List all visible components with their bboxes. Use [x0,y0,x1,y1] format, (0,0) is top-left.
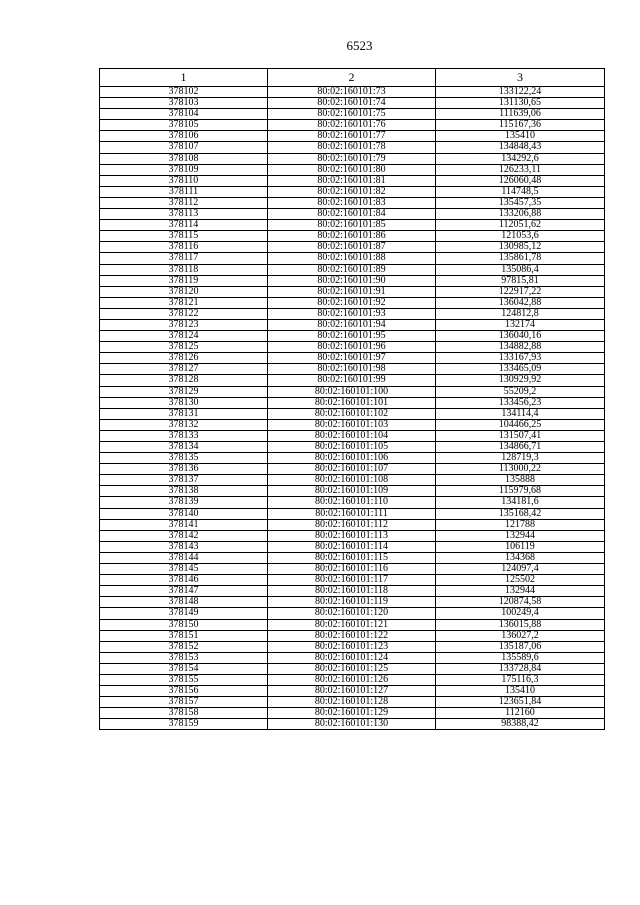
value-cell: 131130,65 [436,98,605,109]
value-cell: 98388,42 [436,719,605,730]
value-cell: 133728,84 [436,663,605,674]
row-number-cell: 378140 [100,508,268,519]
cadastral-number-cell: 80:02:160101:130 [268,719,436,730]
row-number-cell: 378127 [100,364,268,375]
table-row [100,419,605,430]
value-cell: 106119 [436,541,605,552]
cadastral-number-cell: 80:02:160101:110 [268,497,436,508]
table-row [100,175,605,186]
cadastral-number-cell: 80:02:160101:95 [268,331,436,342]
cadastral-number-cell: 80:02:160101:79 [268,153,436,164]
row-number-cell: 378103 [100,98,268,109]
cadastral-number-cell: 80:02:160101:76 [268,120,436,131]
value-cell: 122917,22 [436,286,605,297]
row-number-cell: 378135 [100,453,268,464]
value-cell: 135168,42 [436,508,605,519]
table-row [100,708,605,719]
cadastral-number-cell: 80:02:160101:120 [268,608,436,619]
value-cell: 114748,5 [436,186,605,197]
cadastral-number-cell: 80:02:160101:117 [268,575,436,586]
table-row [100,597,605,608]
value-cell: 135410 [436,686,605,697]
cadastral-number-cell: 80:02:160101:92 [268,297,436,308]
cadastral-number-cell: 80:02:160101:81 [268,175,436,186]
table-row [100,253,605,264]
table-row [100,697,605,708]
value-cell: 112160 [436,708,605,719]
cadastral-number-cell: 80:02:160101:80 [268,164,436,175]
cadastral-number-cell: 80:02:160101:101 [268,397,436,408]
table-row [100,308,605,319]
row-number-cell: 378145 [100,564,268,575]
table-row [100,430,605,441]
value-cell: 133456,23 [436,397,605,408]
table-row [100,242,605,253]
row-number-cell: 378147 [100,586,268,597]
row-number-cell: 378152 [100,641,268,652]
value-cell: 133465,09 [436,364,605,375]
table-body [100,87,605,730]
row-number-cell: 378125 [100,342,268,353]
table-row [100,497,605,508]
value-cell: 104466,25 [436,419,605,430]
table-row [100,408,605,419]
cadastral-number-cell: 80:02:160101:108 [268,475,436,486]
table-row [100,508,605,519]
cadastral-number-cell: 80:02:160101:89 [268,264,436,275]
cadastral-number-cell: 80:02:160101:74 [268,98,436,109]
row-number-cell: 378116 [100,242,268,253]
row-number-cell: 378146 [100,575,268,586]
value-cell: 115167,36 [436,120,605,131]
cadastral-number-cell: 80:02:160101:99 [268,375,436,386]
table-row [100,375,605,386]
row-number-cell: 378121 [100,297,268,308]
value-cell: 133122,24 [436,87,605,98]
table-row [100,586,605,597]
row-number-cell: 378136 [100,464,268,475]
cadastral-number-cell: 80:02:160101:91 [268,286,436,297]
cadastral-number-cell: 80:02:160101:87 [268,242,436,253]
cadastral-number-cell: 80:02:160101:124 [268,652,436,663]
table-row [100,663,605,674]
table-row [100,264,605,275]
value-cell: 136015,88 [436,619,605,630]
row-number-cell: 378120 [100,286,268,297]
value-cell: 125502 [436,575,605,586]
value-cell: 135457,35 [436,197,605,208]
row-number-cell: 378134 [100,442,268,453]
value-cell: 115979,68 [436,486,605,497]
table-row [100,186,605,197]
row-number-cell: 378158 [100,708,268,719]
row-number-cell: 378131 [100,408,268,419]
cadastral-number-cell: 80:02:160101:118 [268,586,436,597]
row-number-cell: 378111 [100,186,268,197]
table-row [100,619,605,630]
row-number-cell: 378148 [100,597,268,608]
value-cell: 136042,88 [436,297,605,308]
table-row [100,120,605,131]
row-number-cell: 378118 [100,264,268,275]
value-cell: 120874,58 [436,597,605,608]
table-row [100,386,605,397]
cadastral-number-cell: 80:02:160101:83 [268,197,436,208]
row-number-cell: 378132 [100,419,268,430]
row-number-cell: 378126 [100,353,268,364]
column-header-3: 3 [436,69,605,87]
page-number: 6523 [346,38,373,53]
row-number-cell: 378104 [100,109,268,120]
table-header [100,69,605,87]
cadastral-number-cell: 80:02:160101:129 [268,708,436,719]
table-header-row [100,69,605,87]
cadastral-number-cell: 80:02:160101:84 [268,209,436,220]
value-cell: 55209,2 [436,386,605,397]
cadastral-number-cell: 80:02:160101:126 [268,674,436,685]
row-number-cell: 378159 [100,719,268,730]
value-cell: 134114,4 [436,408,605,419]
value-cell: 134848,43 [436,142,605,153]
cadastral-number-cell: 80:02:160101:111 [268,508,436,519]
cadastral-number-cell: 80:02:160101:121 [268,619,436,630]
table-row [100,486,605,497]
row-number-cell: 378112 [100,197,268,208]
table-row [100,686,605,697]
row-number-cell: 378151 [100,630,268,641]
value-cell: 136027,2 [436,630,605,641]
row-number-cell: 378117 [100,253,268,264]
table-row [100,231,605,242]
row-number-cell: 378142 [100,530,268,541]
table-row [100,364,605,375]
row-number-cell: 378149 [100,608,268,619]
table-row [100,275,605,286]
table-row [100,286,605,297]
value-cell: 135410 [436,131,605,142]
cadastral-number-cell: 80:02:160101:98 [268,364,436,375]
value-cell: 132174 [436,319,605,330]
row-number-cell: 378154 [100,663,268,674]
table-row [100,652,605,663]
value-cell: 121788 [436,519,605,530]
row-number-cell: 378129 [100,386,268,397]
cadastral-number-cell: 80:02:160101:73 [268,87,436,98]
value-cell: 113000,22 [436,464,605,475]
row-number-cell: 378109 [100,164,268,175]
table-row [100,209,605,220]
row-number-cell: 378130 [100,397,268,408]
row-number-cell: 378107 [100,142,268,153]
cadastral-number-cell: 80:02:160101:103 [268,419,436,430]
value-cell: 135861,78 [436,253,605,264]
value-cell: 124097,4 [436,564,605,575]
table-row [100,552,605,563]
table-row [100,331,605,342]
row-number-cell: 378110 [100,175,268,186]
table-row [100,98,605,109]
value-cell: 134866,71 [436,442,605,453]
value-cell: 121053,6 [436,231,605,242]
cadastral-number-cell: 80:02:160101:102 [268,408,436,419]
row-number-cell: 378114 [100,220,268,231]
value-cell: 131507,41 [436,430,605,441]
cadastral-number-cell: 80:02:160101:109 [268,486,436,497]
table-row [100,142,605,153]
data-table [99,68,605,730]
cadastral-number-cell: 80:02:160101:114 [268,541,436,552]
table-row [100,197,605,208]
row-number-cell: 378108 [100,153,268,164]
value-cell: 128719,3 [436,453,605,464]
row-number-cell: 378115 [100,231,268,242]
row-number-cell: 378144 [100,552,268,563]
table-row [100,397,605,408]
row-number-cell: 378102 [100,87,268,98]
cadastral-number-cell: 80:02:160101:82 [268,186,436,197]
row-number-cell: 378137 [100,475,268,486]
cadastral-number-cell: 80:02:160101:106 [268,453,436,464]
table-row [100,630,605,641]
cadastral-number-cell: 80:02:160101:77 [268,131,436,142]
cadastral-number-cell: 80:02:160101:86 [268,231,436,242]
table-row [100,719,605,730]
cadastral-number-cell: 80:02:160101:93 [268,308,436,319]
cadastral-number-cell: 80:02:160101:113 [268,530,436,541]
row-number-cell: 378133 [100,430,268,441]
cadastral-number-cell: 80:02:160101:85 [268,220,436,231]
row-number-cell: 378113 [100,209,268,220]
value-cell: 134368 [436,552,605,563]
cadastral-number-cell: 80:02:160101:128 [268,697,436,708]
cadastral-number-cell: 80:02:160101:116 [268,564,436,575]
row-number-cell: 378150 [100,619,268,630]
table-row [100,319,605,330]
column-header-1: 1 [100,69,268,87]
cadastral-number-cell: 80:02:160101:75 [268,109,436,120]
value-cell: 126233,11 [436,164,605,175]
value-cell: 132944 [436,586,605,597]
value-cell: 135187,06 [436,641,605,652]
value-cell: 175116,3 [436,674,605,685]
value-cell: 135086,4 [436,264,605,275]
cadastral-number-cell: 80:02:160101:96 [268,342,436,353]
cadastral-number-cell: 80:02:160101:107 [268,464,436,475]
value-cell: 97815,81 [436,275,605,286]
row-number-cell: 378143 [100,541,268,552]
table-row [100,153,605,164]
cadastral-number-cell: 80:02:160101:127 [268,686,436,697]
row-number-cell: 378157 [100,697,268,708]
cadastral-number-cell: 80:02:160101:97 [268,353,436,364]
table-row [100,464,605,475]
table-row [100,131,605,142]
cadastral-number-cell: 80:02:160101:123 [268,641,436,652]
cadastral-number-cell: 80:02:160101:90 [268,275,436,286]
value-cell: 130985,12 [436,242,605,253]
table-row [100,453,605,464]
value-cell: 133167,93 [436,353,605,364]
value-cell: 124812,8 [436,308,605,319]
table-row [100,297,605,308]
row-number-cell: 378139 [100,497,268,508]
row-number-cell: 378119 [100,275,268,286]
table-row [100,674,605,685]
value-cell: 112051,62 [436,220,605,231]
value-cell: 132944 [436,530,605,541]
table-row [100,109,605,120]
cadastral-number-cell: 80:02:160101:100 [268,386,436,397]
value-cell: 134882,88 [436,342,605,353]
value-cell: 134181,6 [436,497,605,508]
table-row [100,87,605,98]
cadastral-number-cell: 80:02:160101:115 [268,552,436,563]
row-number-cell: 378106 [100,131,268,142]
table-row [100,641,605,652]
cadastral-number-cell: 80:02:160101:78 [268,142,436,153]
value-cell: 130929,92 [436,375,605,386]
table-row [100,164,605,175]
row-number-cell: 378123 [100,319,268,330]
cadastral-number-cell: 80:02:160101:112 [268,519,436,530]
row-number-cell: 378156 [100,686,268,697]
table-row [100,608,605,619]
table-row [100,353,605,364]
cadastral-number-cell: 80:02:160101:104 [268,430,436,441]
cadastral-number-cell: 80:02:160101:94 [268,319,436,330]
value-cell: 126060,48 [436,175,605,186]
cadastral-number-cell: 80:02:160101:105 [268,442,436,453]
table-row [100,541,605,552]
column-header-2: 2 [268,69,436,87]
table-row [100,475,605,486]
row-number-cell: 378105 [100,120,268,131]
cadastral-number-cell: 80:02:160101:122 [268,630,436,641]
value-cell: 123651,84 [436,697,605,708]
row-number-cell: 378155 [100,674,268,685]
row-number-cell: 378124 [100,331,268,342]
row-number-cell: 378128 [100,375,268,386]
value-cell: 100249,4 [436,608,605,619]
table-row [100,220,605,231]
value-cell: 111639,06 [436,109,605,120]
value-cell: 135589,6 [436,652,605,663]
table-row [100,575,605,586]
row-number-cell: 378122 [100,308,268,319]
value-cell: 134292,6 [436,153,605,164]
table-row [100,564,605,575]
row-number-cell: 378153 [100,652,268,663]
table-row [100,442,605,453]
value-cell: 136040,16 [436,331,605,342]
value-cell: 135888 [436,475,605,486]
table-row [100,519,605,530]
cadastral-number-cell: 80:02:160101:88 [268,253,436,264]
cadastral-number-cell: 80:02:160101:119 [268,597,436,608]
table-row [100,530,605,541]
table-row [100,342,605,353]
cadastral-number-cell: 80:02:160101:125 [268,663,436,674]
row-number-cell: 378141 [100,519,268,530]
row-number-cell: 378138 [100,486,268,497]
value-cell: 133206,88 [436,209,605,220]
